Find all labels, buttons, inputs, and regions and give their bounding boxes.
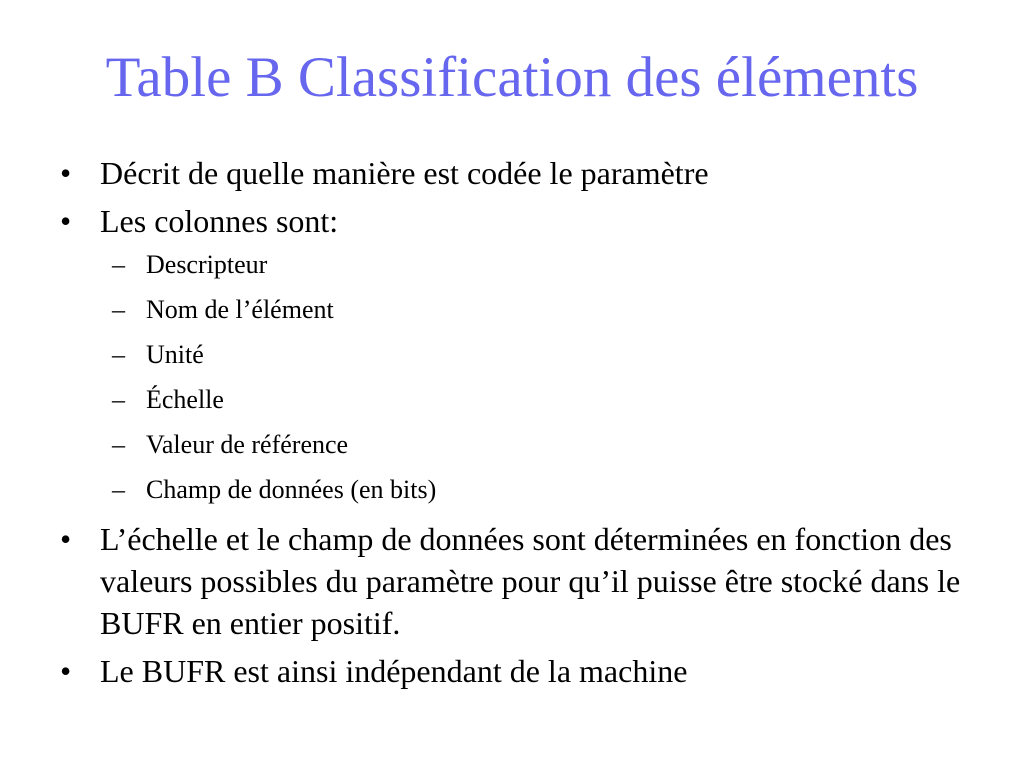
sub-bullet-marker: –	[112, 475, 125, 504]
sub-bullet-text: Champ de données (en bits)	[146, 475, 437, 504]
sub-bullet-list	[100, 248, 972, 507]
sub-bullet-text: Échelle	[146, 385, 224, 414]
bullet-marker: •	[60, 521, 72, 557]
sub-bullet-item	[100, 293, 972, 327]
sub-bullet-item	[100, 428, 972, 462]
sub-bullet-text: Unité	[146, 340, 204, 369]
slide-title: Table B Classification des éléments	[105, 46, 919, 109]
bullet-text: Le BUFR est ainsi indépendant de la machine	[100, 653, 688, 689]
sub-bullet-text: Nom de l’élément	[146, 295, 334, 324]
bullet-item	[52, 518, 972, 644]
bullet-item	[52, 152, 972, 194]
bullet-marker: •	[60, 653, 72, 689]
sub-bullet-item	[100, 338, 972, 372]
bullet-item	[52, 200, 972, 507]
sub-bullet-item	[100, 248, 972, 282]
sub-bullet-text: Descripteur	[146, 250, 268, 279]
bullet-marker: •	[60, 203, 72, 239]
sub-bullet-item	[100, 473, 972, 507]
sub-bullet-marker: –	[112, 430, 125, 459]
sub-bullet-text: Valeur de référence	[146, 430, 349, 459]
bullet-item	[52, 650, 972, 692]
bullet-list	[52, 152, 972, 698]
bullet-text: L’échelle et le champ de données sont déterminées en fonction des valeurs possibles du paramètre pour qu’il puisse être stocké dans le BUFR en entier positif.	[100, 521, 961, 641]
sub-bullet-marker: –	[112, 340, 125, 369]
bullet-text: Les colonnes sont:	[100, 203, 339, 239]
bullet-marker: •	[60, 155, 72, 191]
sub-bullet-marker: –	[112, 250, 125, 279]
bullet-text: Décrit de quelle manière est codée le paramètre	[100, 155, 709, 191]
sub-bullet-marker: –	[112, 295, 125, 324]
sub-bullet-item	[100, 383, 972, 417]
sub-bullet-marker: –	[112, 385, 125, 414]
